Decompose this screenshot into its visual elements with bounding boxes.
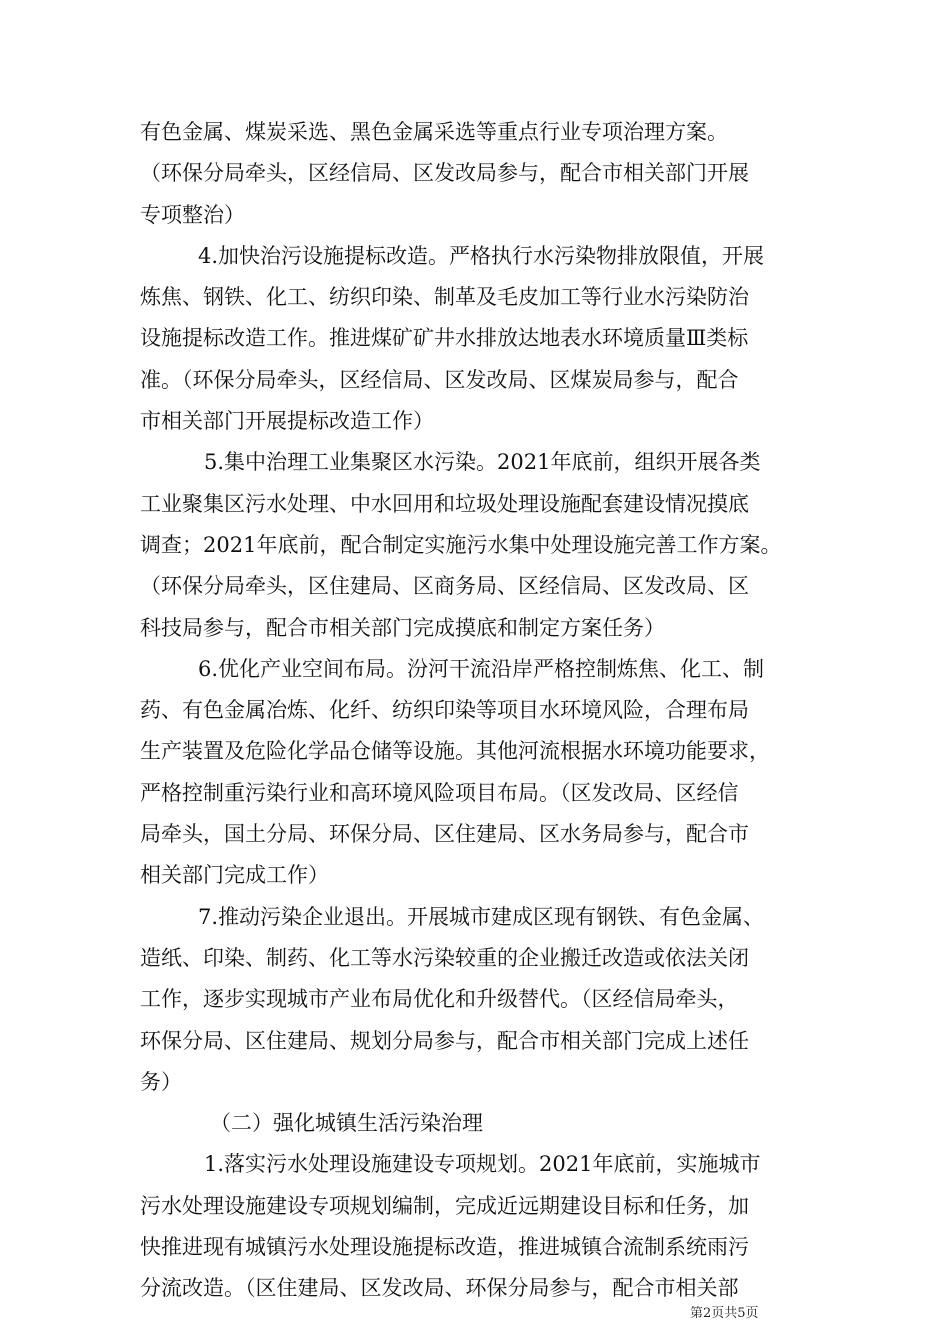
text-line: 调查；2021年底前，配合制定实施污水集中处理设施完善工作方案。: [140, 532, 782, 557]
text-line: 务）: [140, 1069, 182, 1094]
text-line: 局牵头，国土分局、环保分局、区住建局、区水务局参与，配合市: [140, 822, 749, 847]
text-line: 工作，逐步实现城市产业布局优化和升级替代。（区经信局牵头，: [140, 987, 739, 1012]
text-line: 分流改造。（区住建局、区发改局、环保分局参与，配合市相关部: [140, 1276, 739, 1301]
text-line: 环保分局、区住建局、规划分局参与，配合市相关部门完成上述任: [140, 1028, 749, 1053]
text-line: 污水处理设施建设专项规划编制，完成近远期建设目标和任务，加: [140, 1193, 749, 1218]
text-line: 准。（环保分局牵头，区经信局、区发改局、区煤炭局参与，配合: [140, 367, 739, 392]
section-heading: （二）强化城镇生活污染治理: [210, 1111, 483, 1136]
text-line: （环保分局牵头，区经信局、区发改局参与，配合市相关部门开展: [140, 161, 749, 186]
document-body: [140, 112, 812, 1310]
text-line: 造纸、印染、制药、化工等水污染较重的企业搬迁改造或依法关闭: [140, 945, 749, 970]
text-line: 药、有色金属冶炼、化纤、纺织印染等项目水环境风险，合理布局: [140, 698, 749, 723]
text-line: 炼焦、钢铁、化工、纺织印染、制革及毛皮加工等行业水污染防治: [140, 285, 749, 310]
text-line: 严格控制重污染行业和高环境风险项目布局。（区发改局、区经信: [140, 780, 739, 805]
paragraph-start-item-5: 5.集中治理工业集聚区水污染。2021年底前，组织开展各类: [204, 450, 761, 475]
text-line: 工业聚集区污水处理、中水回用和垃圾处理设施配套建设情况摸底: [140, 491, 749, 516]
text-line: 专项整治）: [140, 202, 245, 227]
text-line: 有色金属、煤炭采选、黑色金属采选等重点行业专项治理方案。: [140, 120, 728, 144]
text-line: 科技局参与，配合市相关部门完成摸底和制定方案任务）: [140, 615, 665, 640]
paragraph-start-item-4: 4.加快治污设施提标改造。严格执行水污染物排放限值，开展: [198, 243, 765, 268]
text-line: 相关部门完成工作）: [140, 863, 329, 888]
text-line: 快推进现有城镇污水处理设施提标改造，推进城镇合流制系统雨污: [140, 1235, 749, 1260]
paragraph-start-item-7: 7.推动污染企业退出。开展城市建成区现有钢铁、有色金属、: [198, 904, 765, 929]
text-line: 生产装置及危险化学品仓储等设施。其他河流根据水环境功能要求，: [140, 739, 770, 764]
text-line: （环保分局牵头，区住建局、区商务局、区经信局、区发改局、区: [140, 574, 749, 599]
paragraph-start-item-1: 1.落实污水处理设施建设专项规划。2021年底前，实施城市: [204, 1152, 761, 1177]
text-line: 设施提标改造工作。推进煤矿矿井水排放达地表水环境质量Ⅲ类标: [140, 326, 749, 351]
text-line: 市相关部门开展提标改造工作）: [140, 409, 434, 434]
paragraph-start-item-6: 6.优化产业空间布局。汾河干流沿岸严格控制炼焦、化工、制: [198, 656, 765, 681]
page-number: 第2页共5页: [690, 1306, 759, 1321]
